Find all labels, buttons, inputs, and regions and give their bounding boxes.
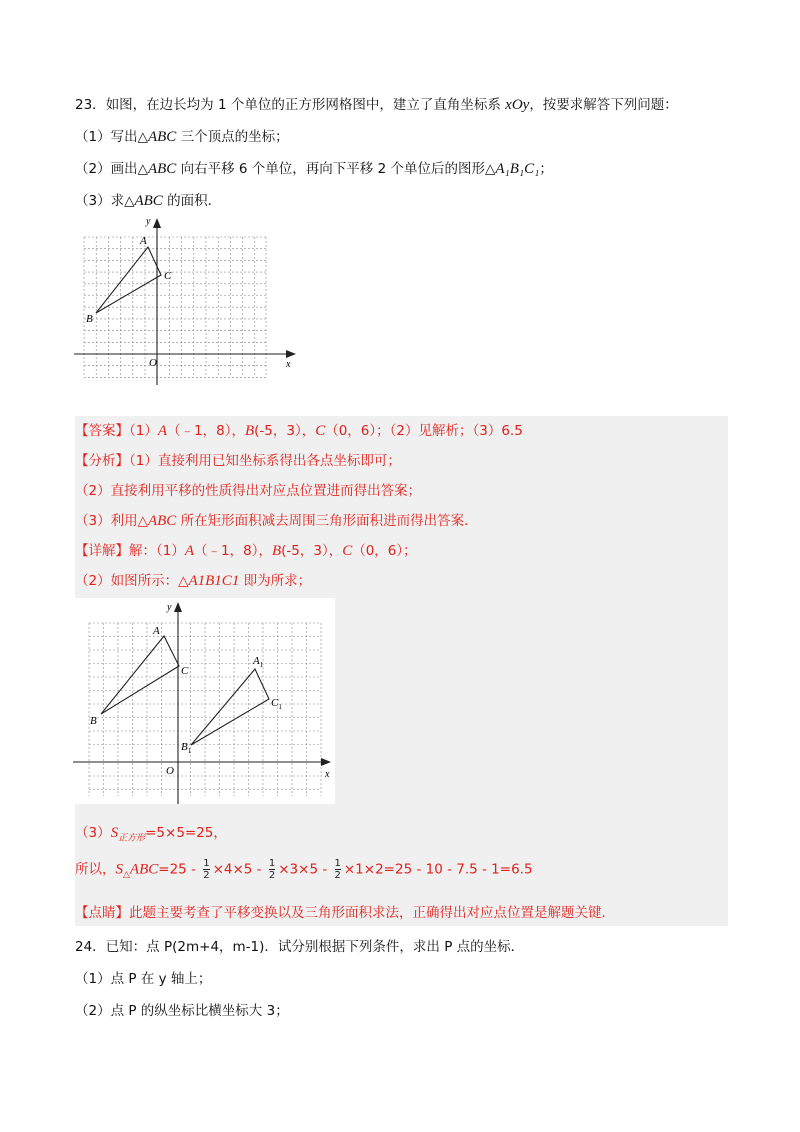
answer-line: 【答案】（1）A（﹣1，8），B(-5，3），C（0，6）；（2）见解析；（3）6.5 bbox=[75, 423, 523, 439]
analysis-line3: （3）利用△ABC 所在矩形面积减去周围三角形面积进而得出答案． bbox=[75, 513, 478, 529]
figure-coordinate-grid bbox=[70, 210, 310, 385]
figure-translated-triangle bbox=[73, 598, 335, 804]
grid-lines bbox=[84, 237, 266, 377]
label-b: B bbox=[90, 715, 97, 727]
triangle-abc bbox=[96, 247, 161, 313]
detail-line3: $(3)S_{正方形}=5\times 5=25$， bbox=[75, 825, 227, 843]
q24-intro: 24．已知：点 P(2m+4，m-1)．试分别根据下列条件，求出 P 点的坐标． bbox=[75, 939, 525, 955]
q23-part1: （1）写出△ABC 三个顶点的坐标； bbox=[75, 129, 289, 145]
axes bbox=[73, 606, 325, 804]
q23-intro: 23．如图，在边长均为 1 个单位的正方形网格图中，建立了直角坐标系 xOy，按要求解答下列问题： bbox=[75, 97, 678, 113]
label-a1: $A_1$ bbox=[253, 655, 264, 669]
label-b1: $B_1$ bbox=[181, 741, 192, 755]
y-axis-arrow bbox=[153, 218, 161, 228]
x-axis-arrow bbox=[286, 350, 296, 358]
triangle-a1b1c1 bbox=[191, 669, 269, 745]
label-x: x bbox=[286, 359, 291, 370]
q24-part2: （2）点 P 的纵坐标比横坐标大 3； bbox=[75, 1003, 289, 1019]
label-o: O bbox=[166, 765, 174, 777]
detail-line4: 所以，$S_\triangle ABC=25$ - $\frac{1}{2}$ ×4×5 - $\frac{1}{2}$ ×3×5 - $\frac{1}{2}$ ×1×2=25 - 10 - 7.5 - 1=6.5 bbox=[75, 858, 533, 881]
q24-part1: （1）点 P 在 y 轴上； bbox=[75, 971, 212, 987]
analysis-line2: （2）直接利用平移的性质得出对应点位置进而得出答案； bbox=[75, 483, 422, 499]
comment-line: 【点睛】此题主要考查了平移变换以及三角形面积求法，正确得出对应点位置是解题关键． bbox=[75, 905, 615, 921]
q23-part3: （3）求△ABC 的面积． bbox=[75, 193, 222, 209]
fraction-half: $\frac{1}{2}$ bbox=[268, 858, 276, 881]
label-c: C bbox=[164, 270, 172, 282]
label-b: B bbox=[86, 313, 93, 325]
x-axis-arrow bbox=[321, 758, 331, 766]
label-y: y bbox=[146, 216, 151, 227]
detail-line2: （2）如图所示：△A1B1C1 即为所求； bbox=[75, 573, 312, 589]
triangle-abc bbox=[101, 636, 179, 714]
fraction-half: $\frac{1}{2}$ bbox=[334, 858, 341, 881]
label-c: C bbox=[181, 665, 189, 677]
y-axis-arrow bbox=[174, 602, 182, 612]
label-x: x bbox=[325, 769, 330, 780]
grid-lines bbox=[89, 623, 321, 796]
axes bbox=[74, 222, 292, 385]
label-a: A bbox=[140, 235, 147, 247]
detail-line1: 【详解】解：（1）A（﹣1，8），B(-5，3），C（0，6）； bbox=[75, 543, 417, 559]
analysis-line1: 【分析】（1）直接利用已知坐标系得出各点坐标即可； bbox=[75, 453, 401, 469]
q23-part2: （2）画出△ABC 向右平移 6 个单位，再向下平移 2 个单位后的图形△A₁B₁C₁； bbox=[75, 161, 553, 177]
label-a: A bbox=[153, 625, 160, 637]
fraction-half: $\frac{1}{2}$ bbox=[203, 858, 210, 881]
label-c1: $C_1$ bbox=[271, 697, 282, 711]
label-y: y bbox=[167, 602, 172, 613]
label-o: O bbox=[149, 357, 157, 369]
